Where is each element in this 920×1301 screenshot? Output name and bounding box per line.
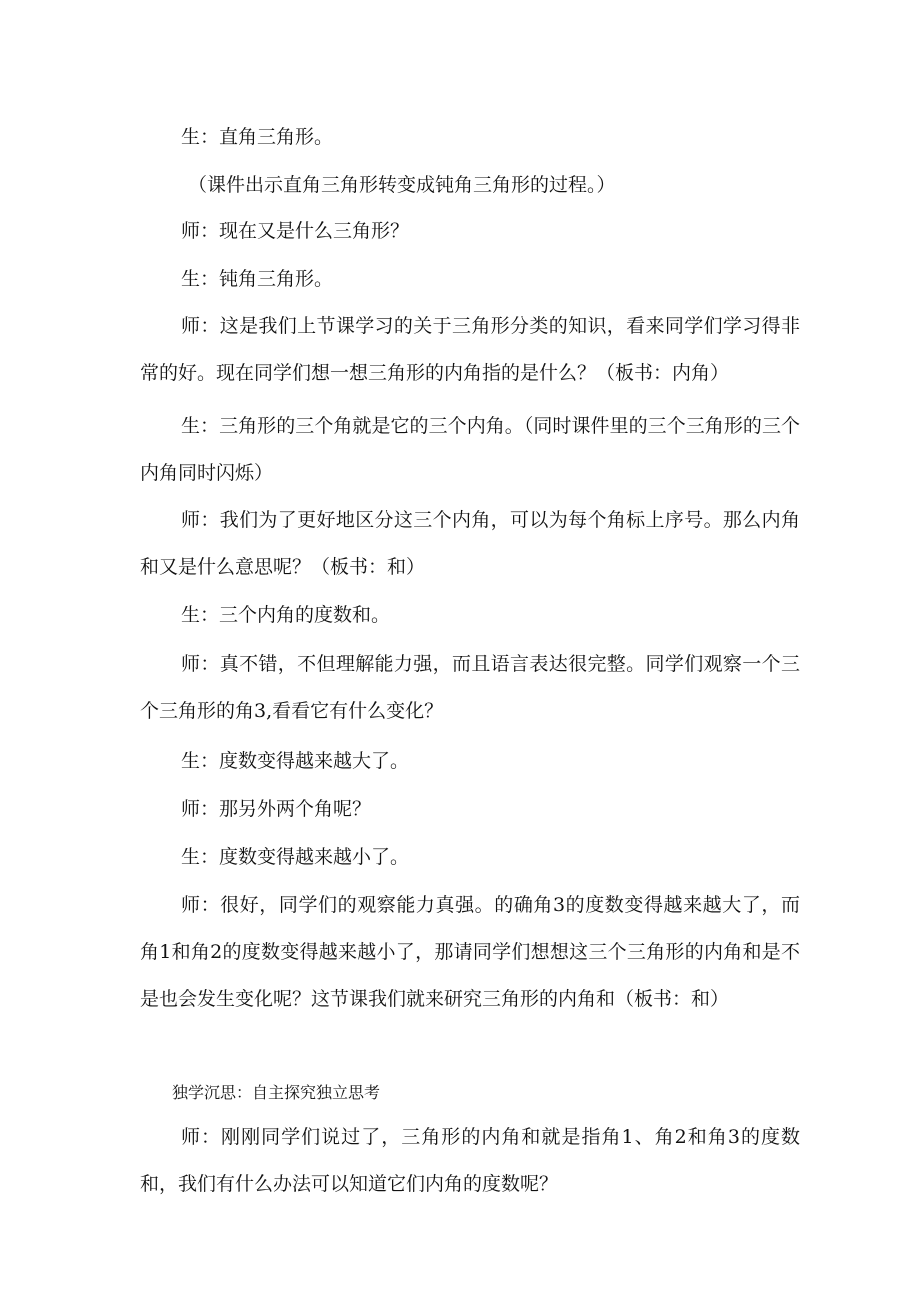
- paragraph-2: （课件出示直角三角形转变成钝角三角形的过程。）: [188, 174, 616, 196]
- paragraph-3: 师：现在又是什么三角形？: [181, 220, 410, 242]
- paragraph-10: 生：度数变得越来越大了。: [181, 750, 410, 772]
- section-heading: 独学沉思：自主探究独立思考: [172, 1083, 381, 1102]
- paragraph-12: 生：度数变得越来越小了。: [181, 846, 410, 868]
- paragraph-8: 生：三个内角的度数和。: [181, 604, 391, 626]
- paragraph-5: 师：这是我们上节课学习的关于三角形分类的知识，看来同学们学习得非常的好。现在同学们想一想三角形的内角指的是什么？（板书：内角）: [140, 315, 800, 384]
- paragraph-11: 师：那另外两个角呢？: [181, 798, 372, 820]
- paragraph-1: 生：直角三角形。: [181, 126, 334, 148]
- paragraph-9: 师：真不错，不但理解能力强，而且语言表达很完整。同学们观察一个三个三角形的角3,看看它有什么变化？: [140, 653, 800, 722]
- paragraph-7: 师：我们为了更好地区分这三个内角，可以为每个角标上序号。那么内角和又是什么意思呢？（板书：和）: [140, 509, 800, 578]
- paragraph-13: 师：很好，同学们的观察能力真强。的确角3的度数变得越来越大了，而角1和角2的度数变得越来越小了，那请同学们想想这三个三角形的内角和是不是也会发生变化呢？这节课我们就来研究三角形的内角和（板书：和）: [140, 894, 800, 1010]
- paragraph-15: 师：刚刚同学们说过了，三角形的内角和就是指角1、角2和角3的度数和，我们有什么办法可以知道它们内角的度数呢？: [140, 1126, 800, 1195]
- paragraph-6: 生：三角形的三个角就是它的三个内角。（同时课件里的三个三角形的三个内角同时闪烁）: [140, 415, 800, 484]
- paragraph-4: 生：钝角三角形。: [181, 268, 334, 290]
